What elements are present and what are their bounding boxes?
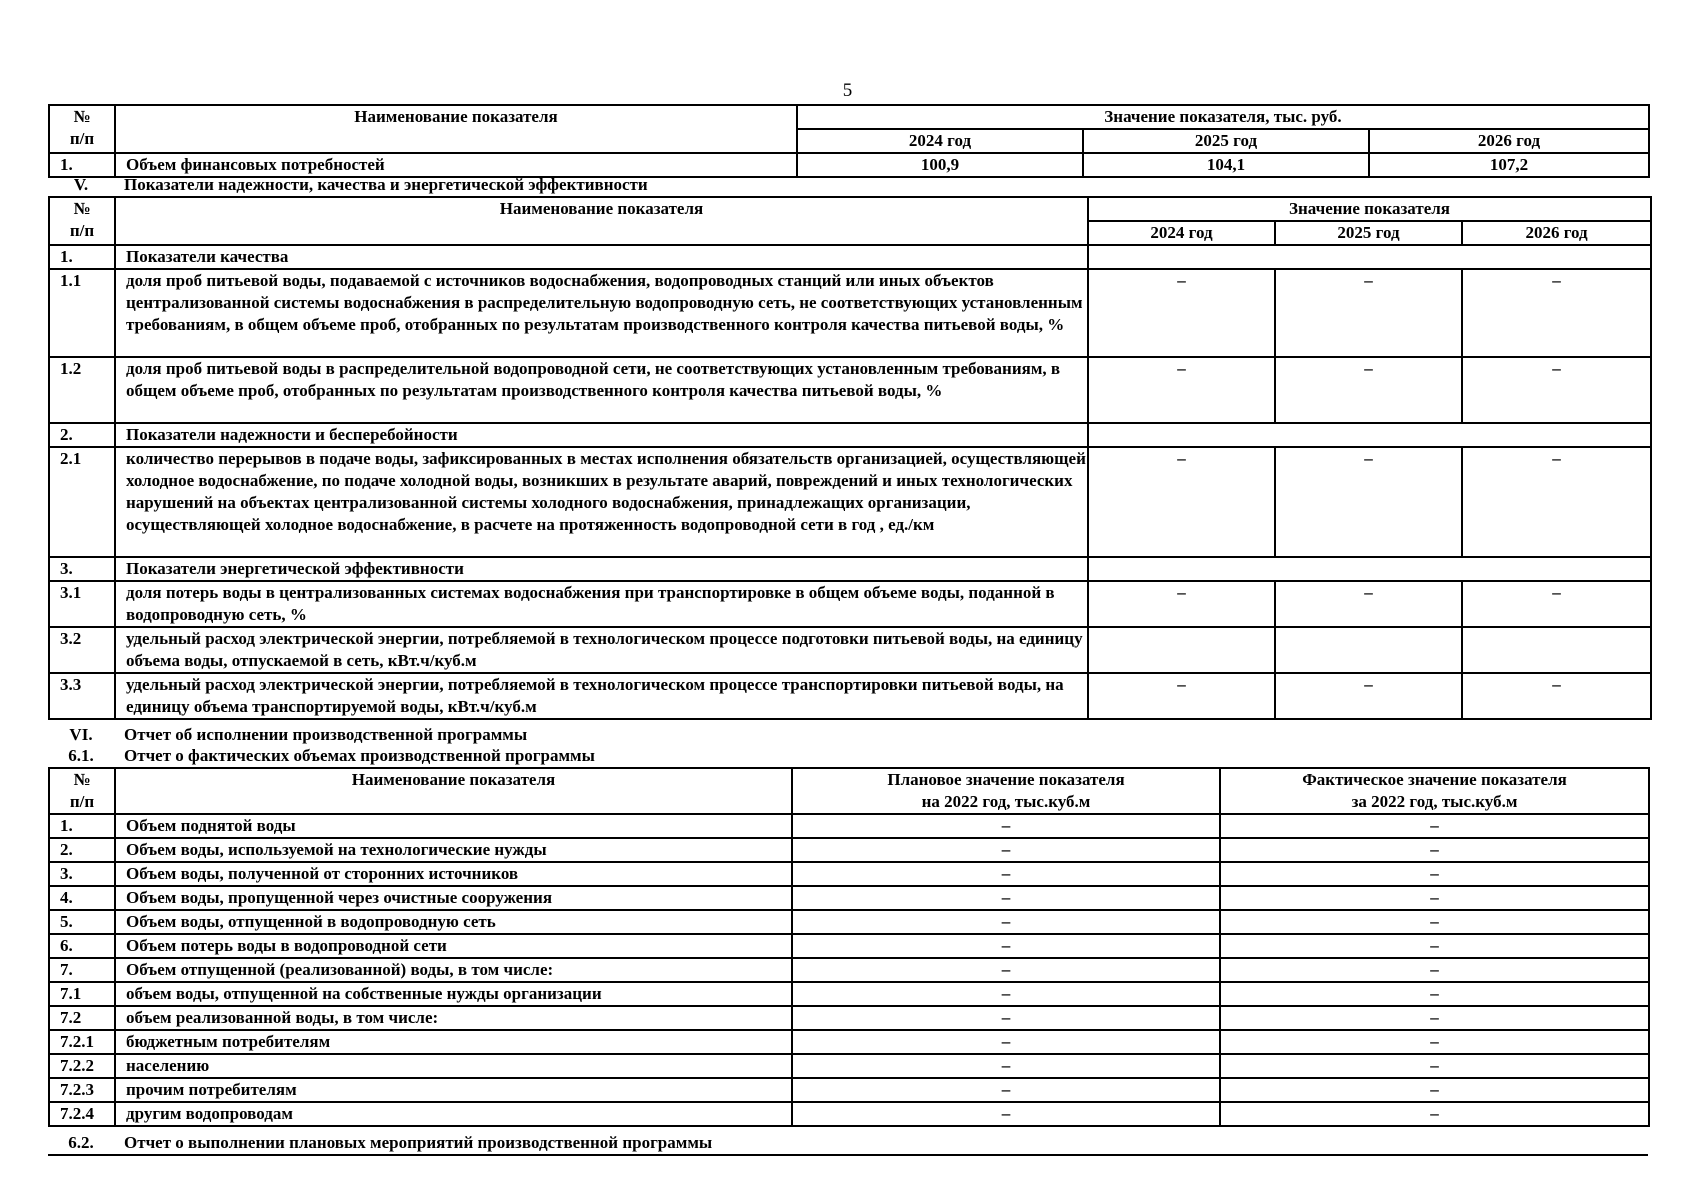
row-name: Объем воды, отпущенной в водопроводную сеть xyxy=(115,910,792,934)
table-row xyxy=(49,357,1651,423)
row-fact: – xyxy=(1220,910,1649,934)
row-fact: – xyxy=(1220,934,1649,958)
row-plan: – xyxy=(792,1054,1220,1078)
table-row xyxy=(49,934,1649,958)
row-plan: – xyxy=(792,910,1220,934)
subsection-heading xyxy=(48,745,1648,767)
col-num-header: № п/п xyxy=(49,105,115,153)
row-value: – xyxy=(1275,673,1462,719)
row-fact: – xyxy=(1220,838,1649,862)
table-row xyxy=(49,1078,1649,1102)
row-num: 2.1 xyxy=(49,447,115,557)
section-number: 6.2. xyxy=(68,1133,94,1152)
production-volumes-table xyxy=(48,767,1650,1127)
row-value xyxy=(1088,245,1651,269)
row-name: количество перерывов в подаче воды, зафиксированных в местах исполнения обязательств организацией, осуществляющей холодное водоснабжение, по подаче холодной воды, возникших в результате аварий, повреждений и иных технологических нарушений на объектах централизованной системы холодного водоснабжения, принадлежащих организации, осуществляющей холодное водоснабжение, в расчете на протяженность водопроводной сети в год , ед./км xyxy=(115,447,1088,557)
quality-indicators-table xyxy=(48,196,1652,720)
page-number: 5 xyxy=(842,80,853,101)
row-value: – xyxy=(1462,357,1651,423)
row-plan: – xyxy=(792,982,1220,1006)
row-name: населению xyxy=(115,1054,792,1078)
row-name: Объем воды, используемой на технологические нужды xyxy=(115,838,792,862)
col-plan-header: Плановое значение показателя на 2022 год, тыс.куб.м xyxy=(792,768,1220,814)
row-name: доля потерь воды в централизованных системах водоснабжения при транспортировке в общем объеме воды, поданной в водопроводную сеть, % xyxy=(115,581,1088,627)
bottom-rule xyxy=(48,1154,1648,1156)
row-num: 1.1 xyxy=(49,269,115,357)
row-plan: – xyxy=(792,838,1220,862)
section-title: Показатели надежности, качества и энергетической эффективности xyxy=(124,175,648,194)
row-name: Показатели энергетической эффективности xyxy=(115,557,1088,581)
row-num: 7. xyxy=(49,958,115,982)
row-name: объем реализованной воды, в том числе: xyxy=(115,1006,792,1030)
row-value xyxy=(1088,423,1651,447)
row-value: – xyxy=(1462,447,1651,557)
row-fact: – xyxy=(1220,886,1649,910)
table-row xyxy=(49,1006,1649,1030)
table-row xyxy=(49,1102,1649,1126)
row-plan: – xyxy=(792,814,1220,838)
row-value xyxy=(1088,627,1275,673)
row-num: 3.3 xyxy=(49,673,115,719)
row-name: Объем поднятой воды xyxy=(115,814,792,838)
table-row xyxy=(49,886,1649,910)
section-heading xyxy=(48,174,1648,196)
year-header: 2024 год xyxy=(797,129,1083,153)
row-value: – xyxy=(1088,673,1275,719)
row-name: доля проб питьевой воды в распределительной водопроводной сети, не соответствующих установленным требованиям, в общем объеме проб, отобранных по результатам производственного контроля качества питьевой воды, % xyxy=(115,357,1088,423)
col-name-header: Наименование показателя xyxy=(115,197,1088,245)
row-plan: – xyxy=(792,1006,1220,1030)
row-name: Объем воды, пропущенной через очистные сооружения xyxy=(115,886,792,910)
row-num: 1. xyxy=(49,245,115,269)
col-name-header: Наименование показателя xyxy=(115,105,797,153)
row-name: Показатели качества xyxy=(115,245,1088,269)
row-name: Показатели надежности и бесперебойности xyxy=(115,423,1088,447)
row-num: 7.2.3 xyxy=(49,1078,115,1102)
table-row xyxy=(49,814,1649,838)
row-name: доля проб питьевой воды, подаваемой с источников водоснабжения, водопроводных станций или иных объектов централизованной системы водоснабжения в распределительную водопроводную сеть, не соответствующих установленным требованиям, в общем объеме проб, отобранных по результатам производственного контроля качества питьевой воды, % xyxy=(115,269,1088,357)
row-fact: – xyxy=(1220,862,1649,886)
row-value: 107,2 xyxy=(1369,153,1649,177)
row-value: – xyxy=(1088,357,1275,423)
row-num: 3.2 xyxy=(49,627,115,673)
row-fact: – xyxy=(1220,982,1649,1006)
row-num: 7.2.2 xyxy=(49,1054,115,1078)
row-fact: – xyxy=(1220,814,1649,838)
section-heading xyxy=(48,724,1648,746)
row-value xyxy=(1275,627,1462,673)
table-row xyxy=(49,910,1649,934)
row-fact: – xyxy=(1220,1102,1649,1126)
section-title: Отчет о выполнении плановых мероприятий производственной программы xyxy=(124,1133,713,1152)
row-plan: – xyxy=(792,934,1220,958)
row-name: Объем потерь воды в водопроводной сети xyxy=(115,934,792,958)
row-num: 1. xyxy=(49,153,115,177)
row-num: 1.2 xyxy=(49,357,115,423)
row-name: удельный расход электрической энергии, потребляемой в технологическом процессе подготовки питьевой воды, на единицу объема воды, отпускаемой в сеть, кВт.ч/куб.м xyxy=(115,627,1088,673)
row-value: – xyxy=(1275,269,1462,357)
section-number: V. xyxy=(73,175,89,194)
row-num: 2. xyxy=(49,423,115,447)
year-header: 2024 год xyxy=(1088,221,1275,245)
row-num: 7.2.1 xyxy=(49,1030,115,1054)
row-num: 3. xyxy=(49,862,115,886)
table-row xyxy=(49,627,1651,673)
row-plan: – xyxy=(792,862,1220,886)
col-num-header: № п/п xyxy=(49,197,115,245)
col-fact-header: Фактическое значение показателя за 2022 год, тыс.куб.м xyxy=(1220,768,1649,814)
row-value: – xyxy=(1462,269,1651,357)
subsection-heading xyxy=(48,1132,1648,1154)
table-row xyxy=(49,447,1651,557)
row-value: – xyxy=(1088,269,1275,357)
row-name: удельный расход электрической энергии, потребляемой в технологическом процессе транспортировки питьевой воды, на единицу объема транспортируемой воды, кВт.ч/куб.м xyxy=(115,673,1088,719)
row-num: 1. xyxy=(49,814,115,838)
row-fact: – xyxy=(1220,1054,1649,1078)
row-value xyxy=(1088,557,1651,581)
row-num: 4. xyxy=(49,886,115,910)
year-header: 2025 год xyxy=(1083,129,1369,153)
section-number: VI. xyxy=(69,725,93,744)
section-title: Отчет о фактических объемах производственной программы xyxy=(124,746,595,765)
row-fact: – xyxy=(1220,1030,1649,1054)
table-row xyxy=(49,557,1651,581)
row-value: 100,9 xyxy=(797,153,1083,177)
table-row xyxy=(49,862,1649,886)
section-number: 6.1. xyxy=(68,746,94,765)
col-name-header: Наименование показателя xyxy=(115,768,792,814)
row-plan: – xyxy=(792,1102,1220,1126)
col-value-header: Значение показателя xyxy=(1088,197,1651,221)
table-row xyxy=(49,982,1649,1006)
table-row xyxy=(49,673,1651,719)
row-name: объем воды, отпущенной на собственные нужды организации xyxy=(115,982,792,1006)
row-num: 3.1 xyxy=(49,581,115,627)
table-row xyxy=(49,1054,1649,1078)
row-num: 7.2 xyxy=(49,1006,115,1030)
row-name: Объем отпущенной (реализованной) воды, в том числе: xyxy=(115,958,792,982)
row-plan: – xyxy=(792,1030,1220,1054)
row-num: 7.1 xyxy=(49,982,115,1006)
table-row xyxy=(49,423,1651,447)
row-name: Объем воды, полученной от сторонних источников xyxy=(115,862,792,886)
table-row xyxy=(49,245,1651,269)
row-fact: – xyxy=(1220,1006,1649,1030)
table-row xyxy=(49,838,1649,862)
col-value-header: Значение показателя, тыс. руб. xyxy=(797,105,1649,129)
year-header: 2025 год xyxy=(1275,221,1462,245)
year-header: 2026 год xyxy=(1462,221,1651,245)
row-value: – xyxy=(1275,581,1462,627)
row-name: Объем финансовых потребностей xyxy=(115,153,797,177)
row-num: 5. xyxy=(49,910,115,934)
row-name: бюджетным потребителям xyxy=(115,1030,792,1054)
row-num: 2. xyxy=(49,838,115,862)
row-num: 7.2.4 xyxy=(49,1102,115,1126)
row-value: – xyxy=(1462,673,1651,719)
row-value: – xyxy=(1462,581,1651,627)
row-fact: – xyxy=(1220,1078,1649,1102)
section-title: Отчет об исполнении производственной программы xyxy=(124,725,528,744)
row-value xyxy=(1462,627,1651,673)
row-name: другим водопроводам xyxy=(115,1102,792,1126)
row-fact: – xyxy=(1220,958,1649,982)
row-plan: – xyxy=(792,1078,1220,1102)
table-row xyxy=(49,1030,1649,1054)
table-row xyxy=(49,581,1651,627)
col-num-header: № п/п xyxy=(49,768,115,814)
row-plan: – xyxy=(792,886,1220,910)
row-plan: – xyxy=(792,958,1220,982)
row-value: – xyxy=(1275,447,1462,557)
row-num: 6. xyxy=(49,934,115,958)
row-name: прочим потребителям xyxy=(115,1078,792,1102)
year-header: 2026 год xyxy=(1369,129,1649,153)
row-value: – xyxy=(1088,581,1275,627)
financial-needs-table xyxy=(48,104,1650,178)
table-row xyxy=(49,958,1649,982)
row-value: – xyxy=(1275,357,1462,423)
row-value: 104,1 xyxy=(1083,153,1369,177)
row-value: – xyxy=(1088,447,1275,557)
row-num: 3. xyxy=(49,557,115,581)
table-row xyxy=(49,269,1651,357)
